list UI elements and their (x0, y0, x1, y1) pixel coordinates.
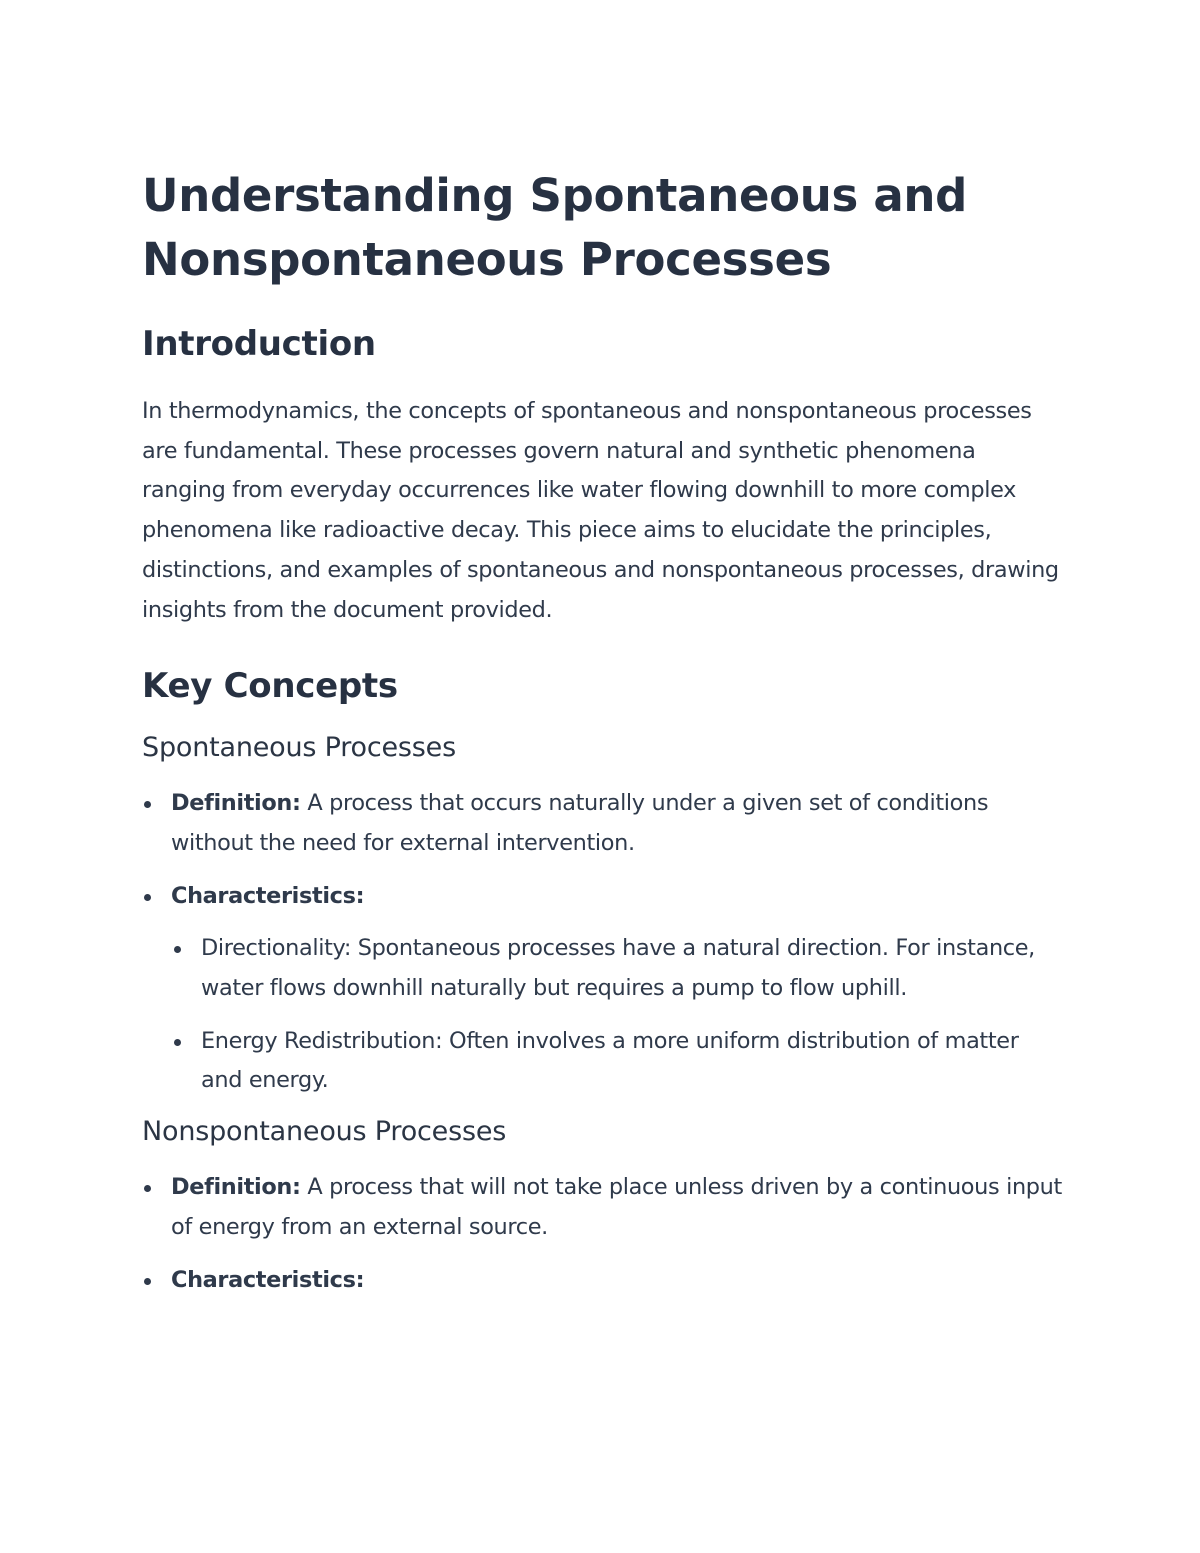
nonspontaneous-list (142, 1168, 1062, 1300)
list-item-nonspontaneous-definition (142, 1168, 1062, 1247)
characteristics-label: Characteristics: (171, 882, 365, 909)
spontaneous-characteristics-list (171, 929, 1062, 1101)
document-title: Understanding Spontaneous and Nonspontaneous Processes (142, 169, 968, 286)
list-item-spontaneous-definition (142, 784, 1062, 863)
key-concepts-heading: Key Concepts (142, 666, 398, 707)
definition-text: A process that occurs naturally under a given set of conditions without the need for external intervention. (171, 790, 989, 856)
definition-label: Definition: (171, 790, 301, 817)
definition-text: A process that will not take place unless driven by a continuous input of energy from an external source. (171, 1174, 1062, 1240)
list-item-nonspontaneous-characteristics (142, 1261, 1062, 1301)
list-item-spontaneous-characteristics (142, 877, 1062, 1102)
spontaneous-processes-heading: Spontaneous Processes (142, 732, 456, 764)
document-page (142, 164, 1062, 1313)
list-item-energy-redistribution: Energy Redistribution: Often involves a more uniform distribution of matter and energy. (171, 1022, 1062, 1101)
definition-label: Definition: (171, 1174, 301, 1201)
nonspontaneous-processes-heading: Nonspontaneous Processes (142, 1116, 507, 1148)
list-item-directionality: Directionality: Spontaneous processes have a natural direction. For instance, water flows downhill naturally but requires a pump to flow uphill. (171, 929, 1062, 1008)
introduction-heading: Introduction (142, 324, 376, 364)
spontaneous-list (142, 784, 1062, 1101)
characteristics-label: Characteristics: (171, 1266, 365, 1293)
introduction-paragraph: In thermodynamics, the concepts of spontaneous and nonspontaneous processes are fundamental. These processes govern natural and synthetic phenomena ranging from everyday occurrences like water flowing downhill to more complex phenomena like radioactive decay. This piece aims to elucidate the principles, distinctions, and examples of spontaneous and nonspontaneous processes, drawing insights from the document provided. (142, 398, 1059, 623)
